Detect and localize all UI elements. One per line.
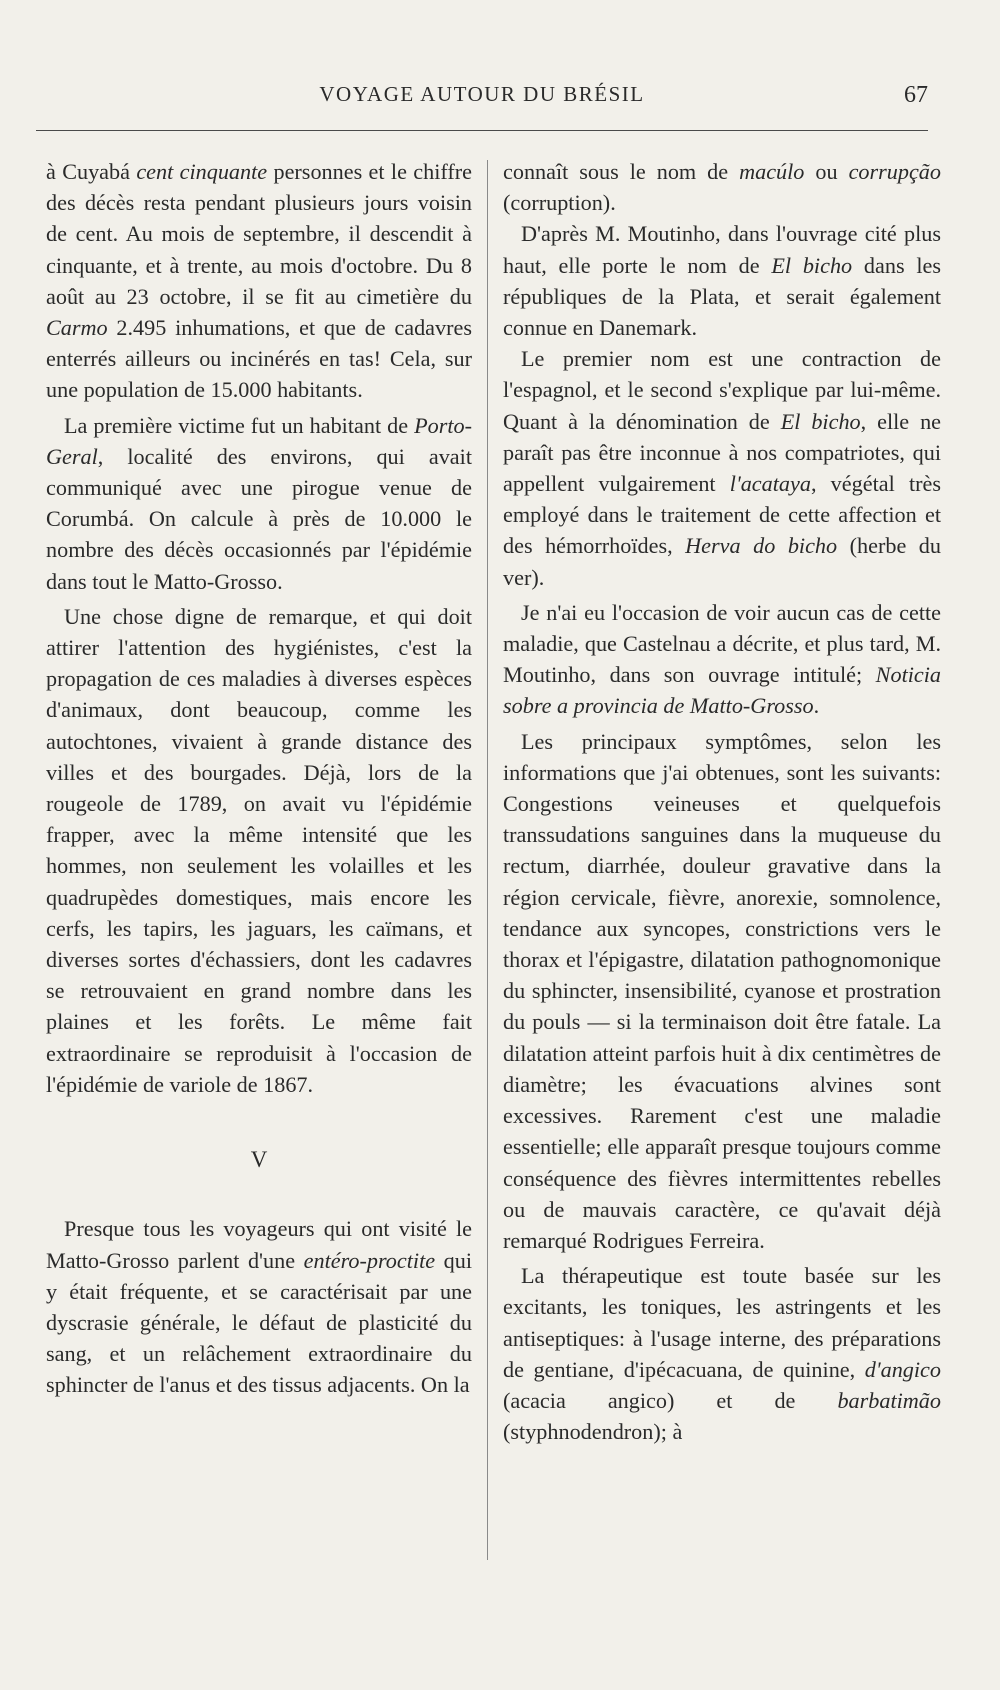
left-column [46, 156, 472, 1401]
text-run: La thérapeutique est toute basée sur les excitants, les toniques, les astringents et les antiseptiques: à l'usage interne, des préparations de gentiane, d'ipécacuana, de quinine, [503, 1263, 941, 1382]
right-column [503, 156, 941, 1447]
italic-run: corrupção [848, 159, 941, 184]
text-run: Le premier nom est une contraction de l'espagnol, et le second s'explique par lui-même. Quant à la dénomination de [503, 346, 941, 434]
paragraph [46, 410, 472, 597]
text-run: , végétal très employé dans le traitement de cette affection et des hémorrhoïdes, [503, 471, 941, 559]
text-run: Je n'ai eu l'occasion de voir aucun cas de cette maladie, que Castelnau a décrite, et plus tard, M. Moutinho, dans son ouvrage intitulé; [503, 599, 941, 688]
text-run: , localité des environs, qui avait communiqué avec une pirogue venue de Corumbá. On calcule à près de 10.000 le nombre des décès occasionnés par l'épidémie dans tout le Matto-Grosso. [46, 443, 472, 594]
paragraph [503, 1260, 941, 1447]
paragraph [503, 156, 941, 218]
italic-run: cent cinquante [136, 159, 268, 184]
text-run: La première victime fut un habitant de [64, 412, 415, 438]
text-run: 2.495 inhumations, et que de cadavres enterrés ailleurs ou incinérés en tas! Cela, sur une population de 15.000 habitants. [46, 315, 472, 403]
text-run: Presque tous les voyageurs qui ont visité le Matto-Grosso parlent d'une [46, 1216, 472, 1273]
header-rule [36, 130, 928, 131]
italic-run: entéro-proctite [303, 1247, 436, 1273]
italic-run: barbatimão [837, 1387, 941, 1413]
section-heading: V [250, 1147, 268, 1173]
running-title: VOYAGE AUTOUR DU BRÉSIL [319, 82, 645, 106]
text-run: (styphnodendron); à [503, 1419, 683, 1445]
column-divider [487, 160, 488, 1560]
paragraph [46, 156, 472, 406]
text-run: personnes et le chiffre des décès resta pendant plusieurs jours voisin de cent. Au mois de septembre, il descendit à cinquante, et à trente, au mois d'octobre. Du 8 août au 23 octobre, il se fit au cimetière du [46, 159, 472, 309]
italic-run: Carmo [46, 315, 108, 341]
paragraph [503, 597, 941, 722]
text-run: qui y était fréquente, et se caractérisait par une dyscrasie générale, le défaut de plasticité du sang, et un relâchement extraordinaire du sphincter de l'anus et des tissus adjacents. On la [46, 1247, 473, 1398]
text-run: . [813, 693, 820, 719]
italic-run: Noticia sobre a provincia de Matto-Grosso [503, 662, 941, 719]
italic-run: Porto-Geral [46, 412, 472, 469]
page-header [36, 82, 928, 118]
text-run: connaît sous le nom de [503, 159, 740, 184]
text-run: (corruption). [503, 190, 616, 216]
paragraph [46, 1213, 472, 1400]
italic-run: d'angico [864, 1356, 941, 1382]
text-run: (acacia angico) et de [503, 1387, 838, 1413]
italic-run: Herva do bicho [685, 533, 838, 559]
page-number: 67 [904, 82, 928, 108]
italic-run: El bicho [780, 408, 861, 434]
text-run: (herbe du ver). [503, 533, 941, 590]
text-run: ou [804, 159, 849, 184]
paragraph: Les principaux symptômes, selon les informations que j'ai obtenues, sont les suivants: Congestions veineuses et quelquefois transsudations sanguines dans la muqueuse du rectum, diarrhée, douleur gravative dans la région cervicale, fièvre, anorexie, somnolence, tendance aux syncopes, constrictions vers le thorax et l'épigastre, dilatation pathognomonique du sphincter, insensibilité, cyanose et prostration du pouls — si la terminaison doit être fatale. La dilatation atteint parfois huit à dix centimètres de diamètre; les évacuations alvines sont excessives. Rarement c'est une maladie essentielle; elle apparaît presque toujours comme conséquence des fièvres intermittentes rebelles ou de mauvais caractère, ce qu'avait déjà remarqué Rodrigues Ferreira. [503, 728, 941, 1253]
text-run: à Cuyabá [46, 159, 137, 184]
text-run: dans les républiques de la Plata, et serait également connue en Danemark. [503, 252, 941, 341]
italic-run: El bicho [771, 252, 853, 278]
italic-run: l'acataya [729, 471, 811, 497]
italic-run: macúlo [739, 159, 805, 184]
text-run: , elle ne paraît pas être inconnue à nos compatriotes, qui appellent vulgairement [503, 408, 942, 497]
text-run: D'après M. Moutinho, dans l'ouvrage cité plus haut, elle porte le nom de [503, 221, 941, 278]
paragraph [503, 218, 941, 343]
paragraph [503, 343, 941, 593]
paragraph: Une chose digne de remarque, et qui doit attirer l'attention des hygiénistes, c'est la propagation de ces maladies à diverses espèces d'animaux, dont beaucoup, comme les autochtones, vivaient à grande distance des villes et des bourgades. Déjà, lors de la rougeole de 1789, on avait vu l'épidémie frapper, avec la même intensité que les hommes, non seulement les volailles et les quadrupèdes domestiques, mais encore les cerfs, les tapirs, les jaguars, les caïmans, et diverses sortes d'échassiers, dont les cadavres se retrouvaient en grand nombre dans les plaines et les forêts. Le même fait extraordinaire se reproduisit à l'occasion de l'épidémie de variole de 1867. [46, 603, 472, 1097]
